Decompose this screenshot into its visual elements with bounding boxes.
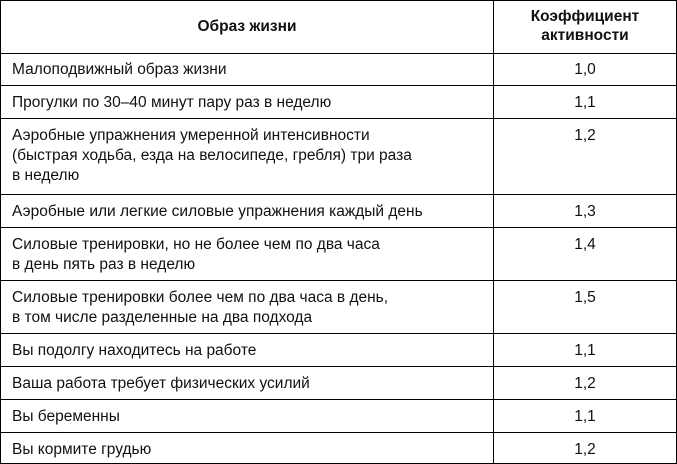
coefficient-cell: 1,1: [574, 408, 596, 425]
lifestyle-cell: Силовые тренировки более чем по два часа в день, в том числе разделенные на два подхода: [1, 281, 494, 333]
coefficient-cell: 1,0: [574, 61, 596, 78]
coefficient-cell: 1,4: [574, 236, 596, 253]
table-header-row: [1, 1, 676, 54]
lifestyle-cell: Аэробные или легкие силовые упражнения каждый день: [1, 195, 494, 227]
coefficient-cell: 1,5: [574, 289, 596, 306]
table-row: [1, 119, 676, 195]
coefficient-cell: 1,1: [574, 342, 596, 359]
coefficient-cell: 1,3: [574, 203, 596, 220]
table-row: [1, 53, 676, 86]
lifestyle-cell: Ваша работа требует физических усилий: [1, 367, 494, 399]
table-row: [1, 433, 676, 463]
lifestyle-cell: Силовые тренировки, но не более чем по два часа в день пять раз в неделю: [1, 228, 494, 280]
lifestyle-cell: Вы подолгу находитесь на работе: [1, 334, 494, 366]
lifestyle-cell: Аэробные упражнения умеренной интенсивности (быстрая ходьба, езда на велосипеде, гребля) три раза в неделю: [1, 119, 494, 194]
coefficient-cell: 1,2: [574, 127, 596, 144]
table-row: [1, 86, 676, 119]
table-row: [1, 228, 676, 281]
coefficient-cell: 1,1: [574, 94, 596, 111]
lifestyle-cell: Прогулки по 30–40 минут пару раз в неделю: [1, 86, 494, 118]
table-row: [1, 400, 676, 433]
header-lifestyle: Образ жизни: [1, 1, 494, 53]
lifestyle-cell: Вы кормите грудью: [1, 433, 494, 463]
table-row: [1, 281, 676, 334]
lifestyle-cell: Вы беременны: [1, 400, 494, 432]
lifestyle-cell: Малоподвижный образ жизни: [1, 53, 494, 85]
coefficient-cell: 1,2: [574, 375, 596, 392]
table-row: [1, 195, 676, 228]
header-coefficient: Коэффициент активности: [530, 8, 640, 44]
table-row: [1, 334, 676, 367]
table-row: [1, 367, 676, 400]
coefficient-cell: 1,2: [574, 441, 596, 458]
